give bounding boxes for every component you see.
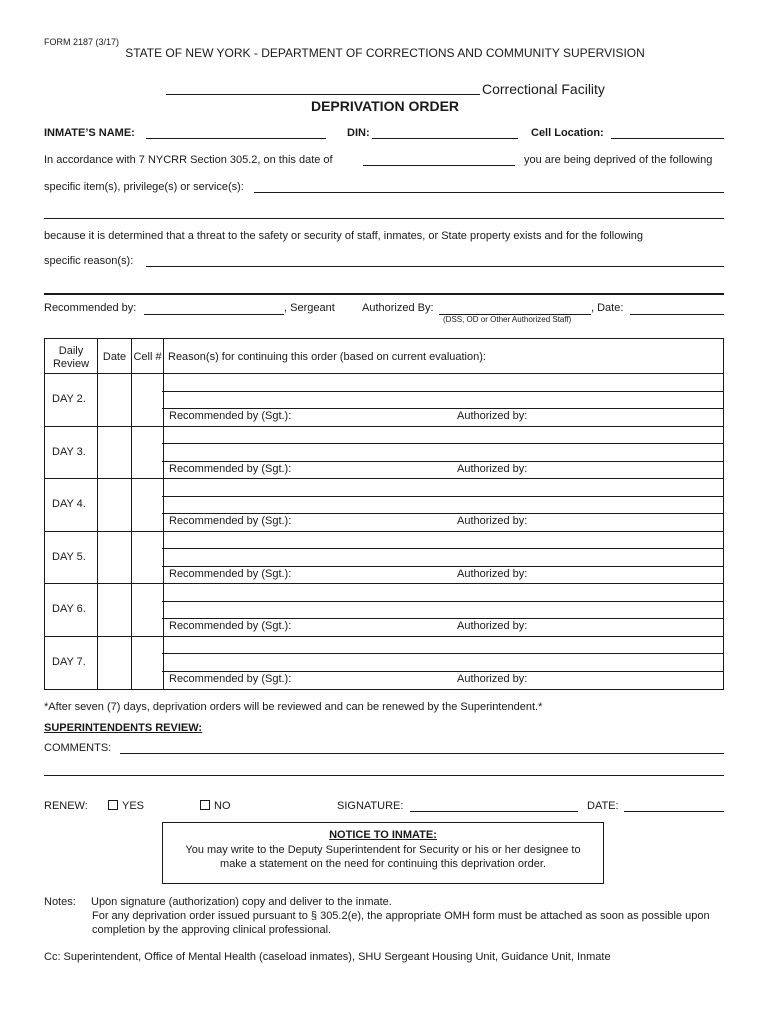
- reason-input[interactable]: [164, 532, 722, 547]
- authorized-by-label: Authorized by:: [457, 515, 528, 527]
- accordance-end-text: you are being deprived of the following: [524, 154, 713, 166]
- recommended-by-label: Recommended by:: [44, 302, 137, 314]
- renew-date-label: DATE:: [587, 800, 619, 812]
- page-title: DEPRIVATION ORDER: [310, 98, 460, 114]
- authorized-by-label: Authorized by:: [457, 672, 528, 685]
- notes-line-3: completion by the approving clinical professional.: [92, 924, 332, 936]
- reason-row-line: [162, 566, 724, 567]
- renew-date-field[interactable]: [624, 811, 724, 812]
- authorized-sub-label: (DSS, OD or Other Authorized Staff): [443, 315, 572, 324]
- notice-line-2: make a statement on the need for continuing this deprivation order.: [220, 858, 546, 870]
- reason-input[interactable]: [164, 549, 722, 564]
- superintendents-review-heading: SUPERINTENDENTS REVIEW:: [44, 722, 203, 734]
- reason-row-line: [162, 513, 724, 514]
- authorized-by-label: Authorized by:: [457, 462, 528, 475]
- checkbox-icon: [200, 800, 210, 810]
- agency-title: STATE OF NEW YORK - DEPARTMENT OF CORRECTIONS AND COMMUNITY SUPERVISION: [125, 46, 645, 60]
- authorized-by-label: Authorized by:: [457, 410, 528, 422]
- notice-title: NOTICE TO INMATE:: [329, 829, 437, 841]
- renew-no-checkbox[interactable]: NO: [200, 800, 231, 812]
- because-text: because it is determined that a threat to the safety or security of staff, inmates, or State property exists and for the following: [44, 230, 643, 242]
- after-seven-note: *After seven (7) days, deprivation orders will be reviewed and can be renewed by the Superintendent.*: [44, 701, 543, 713]
- recommended-by-sgt-label: Recommended by (Sgt.):: [169, 567, 292, 580]
- form-number: FORM 2187 (3/17): [44, 37, 120, 47]
- reason-input[interactable]: [164, 497, 722, 512]
- authorized-by-label: Authorized by:: [457, 620, 528, 632]
- checkbox-icon: [108, 800, 118, 810]
- items-field[interactable]: [254, 192, 724, 193]
- recommended-by-sgt-label: Recommended by (Sgt.):: [169, 410, 292, 422]
- reason-input[interactable]: [164, 584, 722, 599]
- day-label: DAY 3.: [52, 445, 86, 458]
- authorized-by-label: Authorized By:: [362, 302, 434, 314]
- inmate-name-field[interactable]: [146, 138, 326, 139]
- inmate-name-label: INMATE’S NAME:: [44, 127, 135, 139]
- reason-row-line: [162, 671, 724, 672]
- cell-location-field[interactable]: [611, 138, 724, 139]
- facility-field[interactable]: [166, 94, 480, 95]
- notes-label: Notes:: [44, 896, 76, 908]
- renew-label: RENEW:: [44, 800, 88, 812]
- date-field[interactable]: [630, 314, 724, 315]
- section-divider: [44, 293, 724, 295]
- reasons-field[interactable]: [146, 266, 724, 267]
- sergeant-label: , Sergeant: [284, 302, 335, 314]
- reason-input[interactable]: [164, 479, 722, 494]
- col-date: Date: [102, 351, 127, 363]
- reason-input[interactable]: [164, 392, 722, 407]
- cell-location-label: Cell Location:: [531, 127, 604, 139]
- notes-line-2: For any deprivation order issued pursuant to § 305.2(e), the appropriate OMH form must be attached as soon as possible upon: [92, 910, 710, 922]
- reason-row-line: [162, 618, 724, 619]
- notes-line-1: Upon signature (authorization) copy and deliver to the inmate.: [91, 896, 392, 908]
- day-label: DAY 4.: [52, 498, 86, 510]
- reason-input[interactable]: [164, 444, 722, 459]
- notice-line-1: You may write to the Deputy Superintendent for Security or his or her designee to: [185, 844, 581, 856]
- din-field[interactable]: [372, 138, 518, 139]
- reason-row-line: [162, 408, 724, 409]
- recommended-by-sgt-label: Recommended by (Sgt.):: [169, 515, 292, 527]
- comments-field-line-2[interactable]: [44, 775, 724, 776]
- recommended-by-sgt-label: Recommended by (Sgt.):: [169, 672, 292, 685]
- recommended-by-sgt-label: Recommended by (Sgt.):: [169, 620, 292, 632]
- items-field-line-2[interactable]: [44, 218, 724, 219]
- authorized-by-label: Authorized by:: [457, 567, 528, 580]
- col-reason: Reason(s) for continuing this order (based on current evaluation):: [168, 351, 486, 363]
- comments-field[interactable]: [120, 753, 724, 754]
- reason-input[interactable]: [164, 602, 722, 617]
- renew-yes-checkbox[interactable]: YES: [108, 800, 144, 812]
- cc-line: Cc: Superintendent, Office of Mental Health (caseload inmates), SHU Sergeant Housing Unit, Guidance Unit, Inmate: [44, 951, 611, 963]
- signature-label: SIGNATURE:: [337, 800, 404, 812]
- deprivation-date-field[interactable]: [363, 165, 515, 166]
- notice-to-inmate-box: [162, 822, 604, 884]
- din-label: DIN:: [347, 127, 370, 139]
- reason-input[interactable]: [164, 637, 722, 652]
- reasons-label: specific reason(s):: [44, 255, 134, 267]
- reason-row-line: [162, 461, 724, 462]
- accordance-text: In accordance with 7 NYCRR Section 305.2, on this date of: [44, 154, 333, 166]
- recommended-by-sgt-label: Recommended by (Sgt.):: [169, 462, 292, 475]
- items-label: specific item(s), privilege(s) or service(s):: [44, 181, 244, 193]
- reason-input[interactable]: [164, 427, 722, 442]
- day-label: DAY 6.: [52, 603, 86, 615]
- reason-input[interactable]: [164, 654, 722, 669]
- facility-label: Correctional Facility: [482, 81, 605, 97]
- col-daily-review: Daily Review: [52, 345, 90, 370]
- col-cell: Cell #: [133, 351, 162, 363]
- comments-label: COMMENTS:: [44, 742, 112, 754]
- day-label: DAY 5.: [52, 550, 86, 563]
- signature-field[interactable]: [410, 811, 578, 812]
- date-label: , Date:: [591, 302, 624, 314]
- reason-input[interactable]: [164, 374, 722, 389]
- recommended-by-field[interactable]: [144, 314, 284, 315]
- day-label: DAY 2.: [52, 393, 86, 405]
- day-label: DAY 7.: [52, 655, 86, 668]
